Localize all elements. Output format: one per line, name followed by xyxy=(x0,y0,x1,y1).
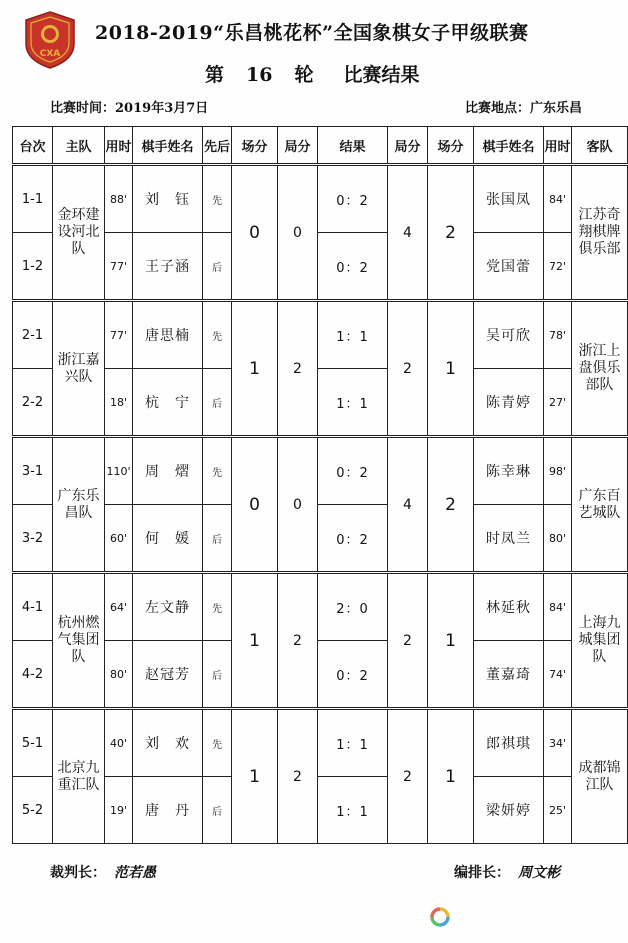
move-order: 先 xyxy=(203,437,232,505)
board-result: 0：2 xyxy=(318,233,388,301)
board-number: 5-1 xyxy=(13,709,53,777)
table-row xyxy=(13,301,628,369)
home-match-points: 0 xyxy=(232,437,278,573)
home-time: 80' xyxy=(105,641,133,709)
cxa-emblem-icon xyxy=(22,10,78,70)
board-result: 1：1 xyxy=(318,709,388,777)
away-team: 浙江上盘俱乐部队 xyxy=(572,301,628,437)
home-game-points: 2 xyxy=(278,301,318,437)
table-row xyxy=(13,165,628,233)
away-match-points: 2 xyxy=(428,437,474,573)
results-table xyxy=(12,126,628,844)
away-team: 江苏奇翔棋牌俱乐部 xyxy=(572,165,628,301)
away-team: 成都锦江队 xyxy=(572,709,628,844)
home-player: 周 熠 xyxy=(133,437,203,505)
away-time: 74' xyxy=(544,641,572,709)
home-game-points: 2 xyxy=(278,573,318,709)
move-order: 后 xyxy=(203,777,232,844)
home-time: 77' xyxy=(105,233,133,301)
home-team: 广东乐昌队 xyxy=(53,437,105,573)
move-order: 后 xyxy=(203,641,232,709)
home-time: 88' xyxy=(105,165,133,233)
home-player: 刘 欢 xyxy=(133,709,203,777)
away-game-points: 2 xyxy=(388,709,428,844)
referee-label: 裁判长： xyxy=(50,865,106,881)
away-time: 25' xyxy=(544,777,572,844)
board-number: 5-2 xyxy=(13,777,53,844)
table-row xyxy=(13,505,628,573)
header-row xyxy=(13,127,628,165)
board-number: 1-1 xyxy=(13,165,53,233)
match-venue xyxy=(465,97,582,116)
col-home-game-pts: 局分 xyxy=(278,127,318,165)
home-time: 18' xyxy=(105,369,133,437)
away-player: 梁妍婷 xyxy=(474,777,544,844)
home-player: 王子涵 xyxy=(133,233,203,301)
venue-value: 广东乐昌 xyxy=(529,101,582,116)
away-time: 34' xyxy=(544,709,572,777)
col-home-time: 用时 xyxy=(105,127,133,165)
col-order: 先后 xyxy=(203,127,232,165)
board-result: 1：1 xyxy=(318,301,388,369)
away-player: 时凤兰 xyxy=(474,505,544,573)
col-home-player: 棋手姓名 xyxy=(133,127,203,165)
home-team: 北京九重汇队 xyxy=(53,709,105,844)
away-time: 78' xyxy=(544,301,572,369)
col-away-team: 客队 xyxy=(572,127,628,165)
col-home-match-pts: 场分 xyxy=(232,127,278,165)
round-suffix: 轮 xyxy=(294,64,314,86)
col-home-team: 主队 xyxy=(53,127,105,165)
away-player: 郎祺琪 xyxy=(474,709,544,777)
result-label: 比赛结果 xyxy=(343,64,420,86)
away-game-points: 4 xyxy=(388,165,428,301)
table-row xyxy=(13,777,628,844)
board-result: 0：2 xyxy=(318,437,388,505)
home-player: 唐思楠 xyxy=(133,301,203,369)
home-match-points: 1 xyxy=(232,709,278,844)
round-prefix: 第 xyxy=(205,64,225,86)
table-row xyxy=(13,233,628,301)
board-result: 0：2 xyxy=(318,505,388,573)
away-game-points: 2 xyxy=(388,573,428,709)
col-away-game-pts: 局分 xyxy=(388,127,428,165)
board-result: 1：1 xyxy=(318,777,388,844)
home-game-points: 0 xyxy=(278,165,318,301)
board-number: 4-2 xyxy=(13,641,53,709)
away-time: 84' xyxy=(544,573,572,641)
away-team: 上海九城集团队 xyxy=(572,573,628,709)
home-match-points: 1 xyxy=(232,301,278,437)
board-result: 2：0 xyxy=(318,573,388,641)
board-number: 2-1 xyxy=(13,301,53,369)
away-player: 陈幸琳 xyxy=(474,437,544,505)
away-time: 84' xyxy=(544,165,572,233)
away-match-points: 1 xyxy=(428,709,474,844)
home-time: 19' xyxy=(105,777,133,844)
away-team: 广东百艺城队 xyxy=(572,437,628,573)
away-player: 吴可欣 xyxy=(474,301,544,369)
table-row xyxy=(13,437,628,505)
home-time: 60' xyxy=(105,505,133,573)
board-number: 2-2 xyxy=(13,369,53,437)
away-player: 林延秋 xyxy=(474,573,544,641)
home-time: 77' xyxy=(105,301,133,369)
table-row xyxy=(13,709,628,777)
away-game-points: 2 xyxy=(388,301,428,437)
board-result: 0：2 xyxy=(318,641,388,709)
arbiter-name: 周文彬 xyxy=(518,865,560,881)
board-result: 1：1 xyxy=(318,369,388,437)
match-time xyxy=(50,97,208,116)
home-team: 浙江嘉兴队 xyxy=(53,301,105,437)
page-title: 2018-2019“乐昌桃花杯”全国象棋女子甲级联赛 xyxy=(95,22,529,44)
home-player: 唐 丹 xyxy=(133,777,203,844)
board-number: 4-1 xyxy=(13,573,53,641)
board-number: 1-2 xyxy=(13,233,53,301)
away-time: 80' xyxy=(544,505,572,573)
col-away-match-pts: 场分 xyxy=(428,127,474,165)
move-order: 后 xyxy=(203,233,232,301)
ring-logo-icon xyxy=(430,907,450,927)
logo-text: CXA xyxy=(39,49,61,59)
away-time: 98' xyxy=(544,437,572,505)
home-match-points: 0 xyxy=(232,165,278,301)
away-player: 董嘉琦 xyxy=(474,641,544,709)
away-player: 张国凤 xyxy=(474,165,544,233)
board-number: 3-1 xyxy=(13,437,53,505)
arbiter xyxy=(454,862,560,882)
home-match-points: 1 xyxy=(232,573,278,709)
home-player: 杭 宁 xyxy=(133,369,203,437)
arbiter-label: 编排长： xyxy=(454,865,510,881)
away-match-points: 1 xyxy=(428,301,474,437)
round-number: 16 xyxy=(246,64,273,86)
away-game-points: 4 xyxy=(388,437,428,573)
away-match-points: 2 xyxy=(428,165,474,301)
col-away-time: 用时 xyxy=(544,127,572,165)
home-time: 110' xyxy=(105,437,133,505)
away-player: 党国蕾 xyxy=(474,233,544,301)
home-player: 左文静 xyxy=(133,573,203,641)
move-order: 先 xyxy=(203,709,232,777)
away-match-points: 1 xyxy=(428,573,474,709)
away-player: 陈青婷 xyxy=(474,369,544,437)
home-team: 金环建设河北队 xyxy=(53,165,105,301)
col-board: 台次 xyxy=(13,127,53,165)
board-number: 3-2 xyxy=(13,505,53,573)
away-time: 72' xyxy=(544,233,572,301)
col-result: 结果 xyxy=(318,127,388,165)
move-order: 后 xyxy=(203,505,232,573)
move-order: 先 xyxy=(203,301,232,369)
home-player: 刘 钰 xyxy=(133,165,203,233)
home-team: 杭州燃气集团队 xyxy=(53,573,105,709)
away-time: 27' xyxy=(544,369,572,437)
referee-name: 范若愚 xyxy=(114,865,156,881)
table-row xyxy=(13,641,628,709)
referee xyxy=(50,862,156,882)
home-game-points: 0 xyxy=(278,437,318,573)
move-order: 先 xyxy=(203,573,232,641)
home-time: 40' xyxy=(105,709,133,777)
home-player: 何 媛 xyxy=(133,505,203,573)
board-result: 0：2 xyxy=(318,165,388,233)
table-row xyxy=(13,369,628,437)
home-time: 64' xyxy=(105,573,133,641)
time-label: 比赛时间： xyxy=(50,101,116,116)
move-order: 先 xyxy=(203,165,232,233)
time-value: 2019年3月7日 xyxy=(115,101,209,116)
venue-label: 比赛地点： xyxy=(464,101,530,116)
table-row xyxy=(13,573,628,641)
col-away-player: 棋手姓名 xyxy=(474,127,544,165)
home-game-points: 2 xyxy=(278,709,318,844)
round-title xyxy=(205,60,420,87)
home-player: 赵冠芳 xyxy=(133,641,203,709)
move-order: 后 xyxy=(203,369,232,437)
